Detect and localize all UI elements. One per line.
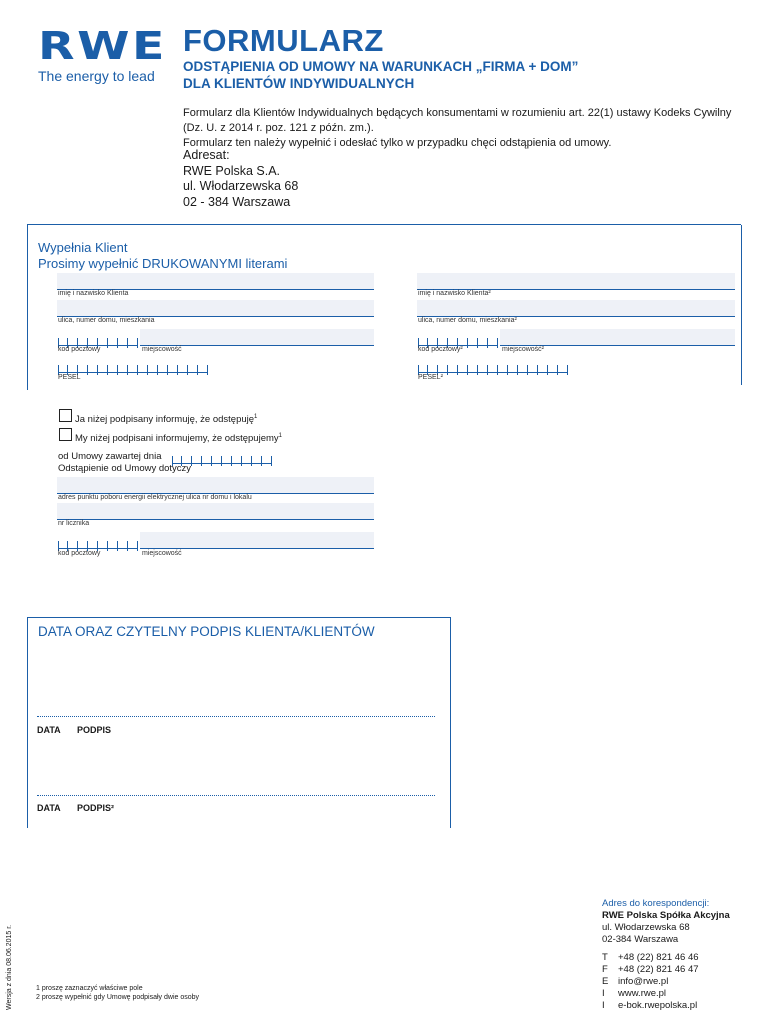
supply-point-address-label: adres punktu poboru energii elektrycznej ulica nr domu i lokalu: [58, 494, 252, 501]
joint-withdrawal-checkbox[interactable]: [59, 428, 72, 441]
client-pesel-label: PESEL: [58, 374, 81, 381]
client-street-label: ulica, numer domu, mieszkania: [58, 317, 155, 324]
contact-value: info@rwe.pl: [618, 976, 669, 987]
logo-tagline: The energy to lead: [38, 68, 155, 84]
client2-street-input[interactable]: [417, 300, 735, 317]
footnote-2: 2 proszę wypełnić gdy Umowę podpisały dwie osoby: [36, 994, 200, 1001]
client-pesel-input[interactable]: [58, 362, 208, 373]
footnote-1: 1 proszę zaznaczyć właściwe pole: [36, 985, 143, 992]
client-city-label: miejscowość: [142, 346, 182, 353]
signature-line-2[interactable]: [37, 795, 435, 796]
logo-word: RWE: [38, 24, 167, 68]
client2-name-input[interactable]: [417, 273, 735, 290]
option2-sup: 1: [278, 433, 282, 439]
contract-date-label: od Umowy zawartej dnia: [58, 451, 162, 462]
correspondence-block: [602, 898, 730, 1012]
contact-value: e-bok.rwepolska.pl: [618, 1000, 698, 1011]
client2-city-label: miejscowość²: [502, 346, 545, 353]
intro-line2: (Dz. U. z 2014 r. poz. 121 z późn. zm.).: [183, 122, 374, 134]
addressee-street: ul. Włodarzewska 68: [183, 179, 299, 193]
date-label-2: DATA: [37, 803, 61, 813]
correspondence-company: RWE Polska Spółka Akcyjna: [602, 910, 730, 921]
signature-box: [27, 617, 451, 828]
rwe-logo: [38, 24, 167, 84]
addressee-block: [183, 148, 298, 210]
client-name-input[interactable]: [57, 273, 374, 290]
contact-fax: [602, 964, 730, 976]
point-postal-code-input[interactable]: [58, 538, 138, 549]
version-text: Wersja z dnia 08.06.2015 r.: [6, 924, 13, 1010]
point-city-input[interactable]: [140, 532, 374, 549]
addressee-city: 02 - 384 Warszawa: [183, 194, 291, 209]
panel-title-line1: Wypełnia Klient: [38, 240, 128, 255]
client2-name-label: imię i nazwisko Klienta²: [418, 290, 491, 297]
subtitle-line1: ODSTĄPIENIA OD UMOWY NA WARUNKACH „FIRMA + DOM”: [183, 59, 579, 74]
single-withdrawal-label: [75, 411, 257, 426]
intro-text: [183, 106, 743, 151]
point-city-label: miejscowość: [142, 550, 182, 557]
contact-key: I: [602, 1000, 605, 1011]
contact-web: [602, 988, 730, 1000]
contact-value: +48 (22) 821 46 47: [618, 964, 699, 975]
contact-value: www.rwe.pl: [618, 988, 667, 999]
client-panel-title: [38, 240, 287, 272]
client2-city-input[interactable]: [500, 329, 735, 346]
contact-value: +48 (22) 821 46 46: [618, 952, 699, 963]
client2-pesel-input[interactable]: [418, 362, 568, 373]
option1-text: Ja niżej podpisany informuję, że odstępuję: [75, 414, 255, 426]
single-withdrawal-checkbox[interactable]: [59, 409, 72, 422]
correspondence-label: Adres do korespondencji:: [602, 898, 710, 909]
signature-label-2: PODPIS²: [77, 803, 115, 813]
date-label-1: DATA: [37, 725, 61, 735]
meter-number-label: nr licznika: [58, 520, 90, 527]
option1-sup: 1: [254, 414, 258, 420]
contact-email: [602, 976, 730, 988]
client2-postal-label: kod pocztowy²: [418, 346, 463, 353]
contact-key: T: [602, 952, 608, 963]
addressee-label: Adresat:: [183, 148, 230, 162]
signature-title: DATA ORAZ CZYTELNY PODPIS KLIENTA/KLIENTÓW: [38, 624, 375, 639]
client-postal-label: kod pocztowy: [58, 346, 101, 353]
addressee-company: RWE Polska S.A.: [183, 163, 281, 178]
signature-label-1: PODPIS: [77, 725, 112, 735]
supply-point-address-input[interactable]: [57, 477, 374, 494]
contact-phone: [602, 952, 730, 964]
panel-title-line2: Prosimy wypełnić DRUKOWANYMI literami: [38, 256, 288, 271]
signature-line-1[interactable]: [37, 716, 435, 717]
client-city-input[interactable]: [140, 329, 374, 346]
meter-number-input[interactable]: [57, 503, 374, 520]
contact-key: I: [602, 988, 605, 999]
joint-withdrawal-label: [75, 430, 282, 445]
footnotes: [36, 984, 199, 1002]
client2-pesel-label: PESEL²: [418, 374, 443, 381]
client2-street-label: ulica, numer domu, mieszkania²: [418, 317, 517, 324]
client-name-label: imię i nazwisko Klienta: [58, 290, 129, 297]
subtitle-line2: DLA KLIENTÓW INDYWIDUALNYCH: [183, 76, 415, 91]
correspondence-street: ul. Włodarzewska 68: [602, 922, 690, 933]
form-subtitle: [183, 58, 578, 92]
option2-text: My niżej podpisani informujemy, że odstępujemy: [75, 433, 279, 445]
client-postal-code-input[interactable]: [58, 335, 138, 346]
client-street-input[interactable]: [57, 300, 374, 317]
point-postal-label: kod pocztowy: [58, 550, 101, 557]
intro-line1: Formularz dla Klientów Indywidualnych będących konsumentami w rozumieniu art. 22(1) ustawy Kodeks Cywilny: [183, 107, 732, 119]
contact-key: F: [602, 964, 608, 975]
form-title: FORMULARZ: [183, 23, 384, 58]
client2-postal-code-input[interactable]: [418, 335, 498, 346]
contact-ebok: [602, 1000, 730, 1012]
intro-line3: Formularz ten należy wypełnić i odesłać tylko w przypadku chęci odstąpienia od umowy.: [183, 137, 612, 149]
correspondence-city: 02-384 Warszawa: [602, 934, 679, 945]
withdrawal-subject-label: Odstąpienie od Umowy dotyczy: [58, 463, 192, 474]
contact-key: E: [602, 976, 609, 987]
